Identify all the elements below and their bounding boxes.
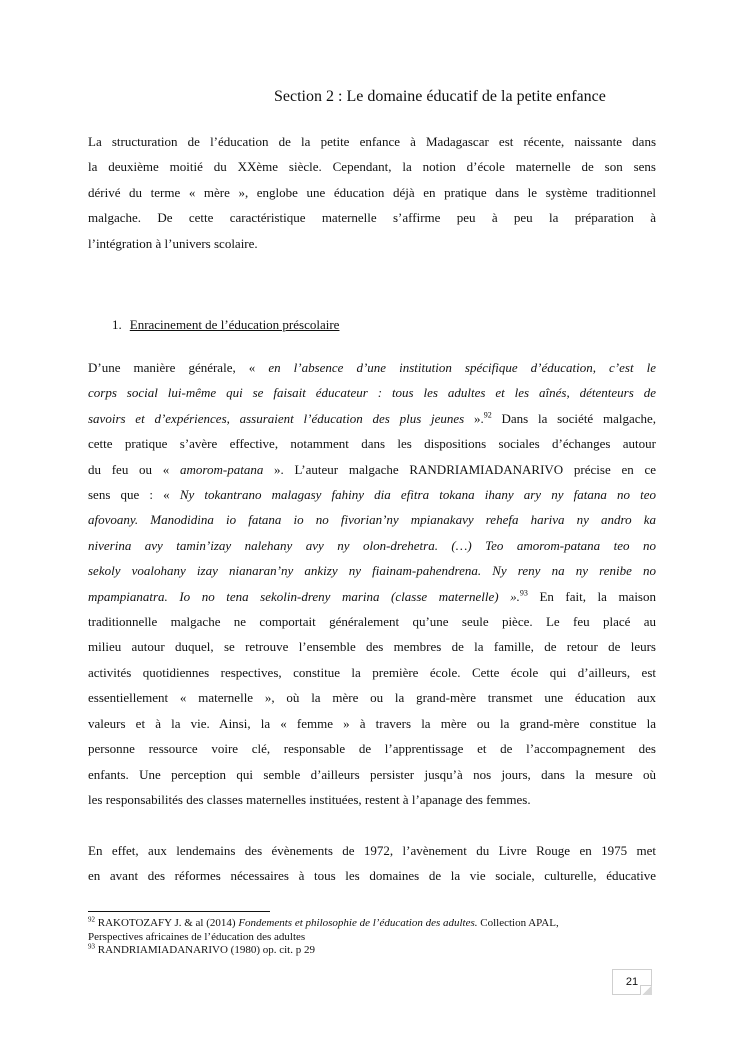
text-line: traditionnelle malgache ne comportait généralement qu’une seule pièce. Le feu placé au	[88, 614, 656, 630]
text-line: En effet, aux lendemains des évènements de 1972, l’avènement du Livre Rouge en 1975 met	[88, 843, 656, 858]
text-line	[88, 406, 656, 431]
text-line: cette pratique s’avère effective, notamment dans les dispositions sociales d’échanges autour	[88, 436, 656, 452]
text-line: dérivé du terme « mère », englobe une éducation déjà en pratique dans le système traditionnel	[88, 184, 656, 200]
quote-italic: afovoany. Manodidina io fatana io no fivorian’ny mpianakavy rehefa hariva ny andro ka	[88, 512, 656, 528]
text-line	[88, 482, 656, 507]
text-line: valeurs et à la vie. Ainsi, la « femme » à travers la mère ou la grand-mère constitue la	[88, 715, 656, 731]
text-run: ».	[464, 410, 484, 426]
text-line	[88, 533, 656, 558]
footnote-separator	[88, 911, 270, 912]
text-run: Dans la société malgache,	[491, 410, 657, 426]
text-line: en avant des réformes nécessaires à tous les domaines de la vie sociale, culturelle, éducative	[88, 868, 656, 884]
text-line	[88, 584, 656, 609]
intro-paragraph	[88, 129, 656, 256]
page-number: 21	[625, 976, 639, 988]
text-line	[88, 507, 656, 532]
text-line: la deuxième moitié du XXème siècle. Cependant, la notion d’école maternelle de son sens	[88, 159, 656, 175]
text-line: l’intégration à l’univers scolaire.	[88, 235, 258, 251]
footnote-ref-93[interactable]: 93	[519, 588, 528, 598]
footnote-93	[88, 944, 656, 958]
term-italic: amorom-patana	[180, 461, 264, 477]
text-line	[88, 380, 656, 405]
text-line	[88, 457, 656, 482]
footnote-92-cont: Perspectives africaines de l’éducation des adultes	[88, 930, 306, 943]
text-line: La structuration de l’éducation de la petite enfance à Madagascar est récente, naissante dans	[88, 134, 656, 149]
text-run: RANDRIAMIADANARIVO (1980) op. cit. p 29	[95, 944, 315, 956]
text-line	[88, 355, 656, 380]
heading-number: 1.	[112, 317, 122, 332]
footnote-ref-92[interactable]: 92	[483, 410, 492, 420]
page-number-box	[612, 969, 652, 995]
text-run: du feu ou «	[88, 461, 181, 477]
footnote-number: 92	[88, 915, 95, 924]
text-run: Collection APAL,	[477, 917, 559, 929]
text-line: personne ressource voire clé, responsable de l’apprentissage et de l’accompagnement des	[88, 741, 656, 757]
quote-italic: corps social lui-même qui se faisait éducateur : tous les adultes et les aînés, détenteurs de	[88, 385, 656, 401]
text-line: malgache. De cette caractéristique maternelle s’affirme peu à peu la préparation à	[88, 210, 656, 226]
text-line: essentiellement « maternelle », où la mère ou la grand-mère transmet une éducation aux	[88, 690, 656, 706]
text-line	[88, 558, 656, 583]
quote-italic: en l’absence d’une institution spécifique d’éducation, c’est le	[268, 360, 656, 375]
quote-italic: Ny tokantrano malagasy fahiny dia efitra tokana ihany ary ny fatana no teo	[179, 487, 656, 503]
text-run: ». L’auteur malgache RANDRIAMIADANARIVO précise en ce	[263, 461, 656, 477]
text-line: milieu autour duquel, se retrouve l’ensemble des membres de la famille, de retour de leurs	[88, 639, 656, 655]
quote-italic: savoirs et d’expériences, assuraient l’éducation des plus jeunes	[88, 410, 465, 426]
book-title-italic: Fondements et philosophie de l’éducation des adultes.	[238, 917, 478, 929]
text-line: enfants. Une perception qui semble d’ailleurs persister jusqu’à nos jours, dans la mesure où	[88, 766, 656, 782]
body-paragraph-2	[88, 838, 656, 889]
footnote-number: 93	[88, 942, 95, 951]
section-title: Section 2 : Le domaine éducatif de la petite enfance	[274, 88, 606, 105]
quote-italic: sekoly voalohany izay nianaran’ny ankizy ny fiainam-pahendrena. Ny reny na ny renibe no	[88, 563, 656, 579]
quote-italic: niverina avy tamin’izay nalehany avy ny olon-drehetra. (…) Teo amorom-patana teo no	[88, 537, 656, 553]
text-run: En fait, la maison	[527, 588, 656, 604]
body-paragraph	[88, 355, 656, 812]
heading-title: Enracinement de l’éducation préscolaire	[129, 317, 340, 332]
text-run: D’une manière générale, «	[88, 360, 269, 375]
quote-italic: mpampianatra. Io no tena sekolin-dreny marina (classe maternelle) ».	[88, 588, 520, 604]
footnotes	[88, 917, 656, 958]
footnote-92	[88, 917, 656, 931]
text-run: sens que : «	[88, 487, 180, 503]
text-line: les responsabilités des classes maternelles instituées, restent à l’apanage des femmes.	[88, 791, 531, 807]
text-line: activités quotidiennes respectives, constitue la première école. Cette école qui d’ailleurs, est	[88, 664, 656, 680]
subsection-heading	[112, 317, 339, 333]
page-curl-icon	[640, 985, 652, 995]
text-run: RAKOTOZAFY J. & al (2014)	[95, 917, 239, 929]
